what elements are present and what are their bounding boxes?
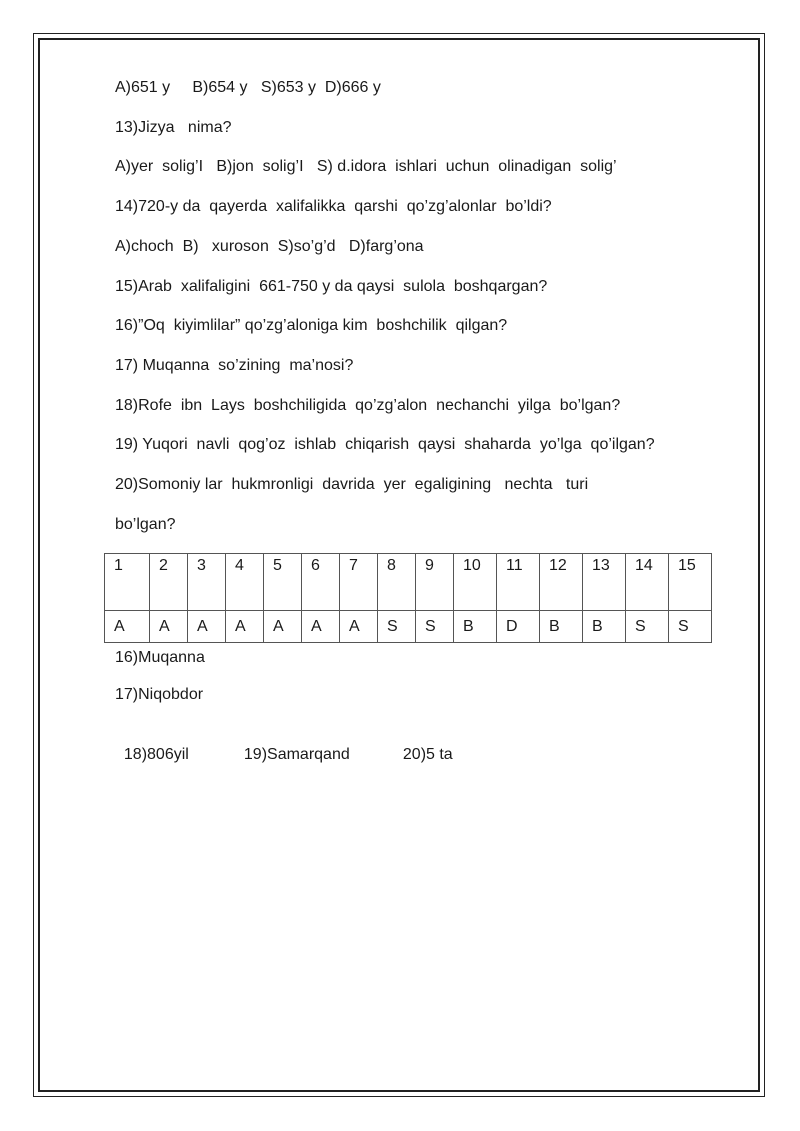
table-cell: 12 [540,554,583,611]
table-cell: 3 [188,554,226,611]
table-cell: 4 [226,554,264,611]
table-cell: B [454,611,497,643]
answer-17: 17)Niqobdor [115,686,204,703]
table-cell: S [378,611,416,643]
answers-18-20 [115,725,453,765]
table-cell: 8 [378,554,416,611]
q13-options: A)yer solig’I B)jon solig’I S) d.idora ishlari uchun olinadigan solig’ [115,158,617,175]
answer-19: 19)Samarqand [243,746,350,763]
table-cell: A [340,611,378,643]
q18-question: 18)Rofe ibn Lays boshchiligida qo’zg’alon nechanchi yilga bo’lgan? [115,397,621,414]
table-cell: 7 [340,554,378,611]
table-cell: 11 [497,554,540,611]
q14-question: 14)720-y da qayerda xalifalikka qarshi qo’zg’alonlar bo’ldi? [115,198,552,215]
q16-question: 16)”Oq kiyimlilar” qo’zg’aloniga kim boshchilik qilgan? [115,317,508,334]
q20-question-cont: bo’lgan? [115,516,176,533]
q13-question: 13)Jizya nima? [115,119,232,136]
answer-key-table [104,553,712,643]
table-cell: 13 [583,554,626,611]
table-cell: S [626,611,669,643]
table-cell: 15 [669,554,712,611]
answer-18: 18)806yil [123,746,189,763]
table-cell: A [226,611,264,643]
table-cell: 14 [626,554,669,611]
table-cell: 1 [105,554,150,611]
table-cell: A [302,611,340,643]
q15-question: 15)Arab xalifaligini 661-750 y da qaysi sulola boshqargan? [115,278,548,295]
table-cell: 2 [150,554,188,611]
table-cell: A [188,611,226,643]
answer-16: 16)Muqanna [115,649,205,666]
table-cell: B [583,611,626,643]
table-cell: S [669,611,712,643]
table-cell: A [264,611,302,643]
q20-question: 20)Somoniy lar hukmronligi davrida yer egaligining nechta turi [115,476,589,493]
answer-20: 20)5 ta [402,746,453,763]
table-cell: B [540,611,583,643]
table-cell: 5 [264,554,302,611]
q19-question: 19) Yuqori navli qog’oz ishlab chiqarish qaysi shaharda yo’lga qo’ilgan? [115,436,655,453]
table-cell: S [416,611,454,643]
table-cell: 6 [302,554,340,611]
table-cell: 9 [416,554,454,611]
table-cell: D [497,611,540,643]
q17-question: 17) Muqanna so’zining ma’nosi? [115,357,354,374]
q14-options: A)choch B) xuroson S)so’g’d D)farg’ona [115,238,424,255]
table-row-answers [105,611,712,643]
table-row-numbers [105,554,712,611]
table-cell: A [150,611,188,643]
table-cell: 10 [454,554,497,611]
q12-options: A)651 y B)654 y S)653 y D)666 y [115,79,381,96]
table-cell: A [105,611,150,643]
